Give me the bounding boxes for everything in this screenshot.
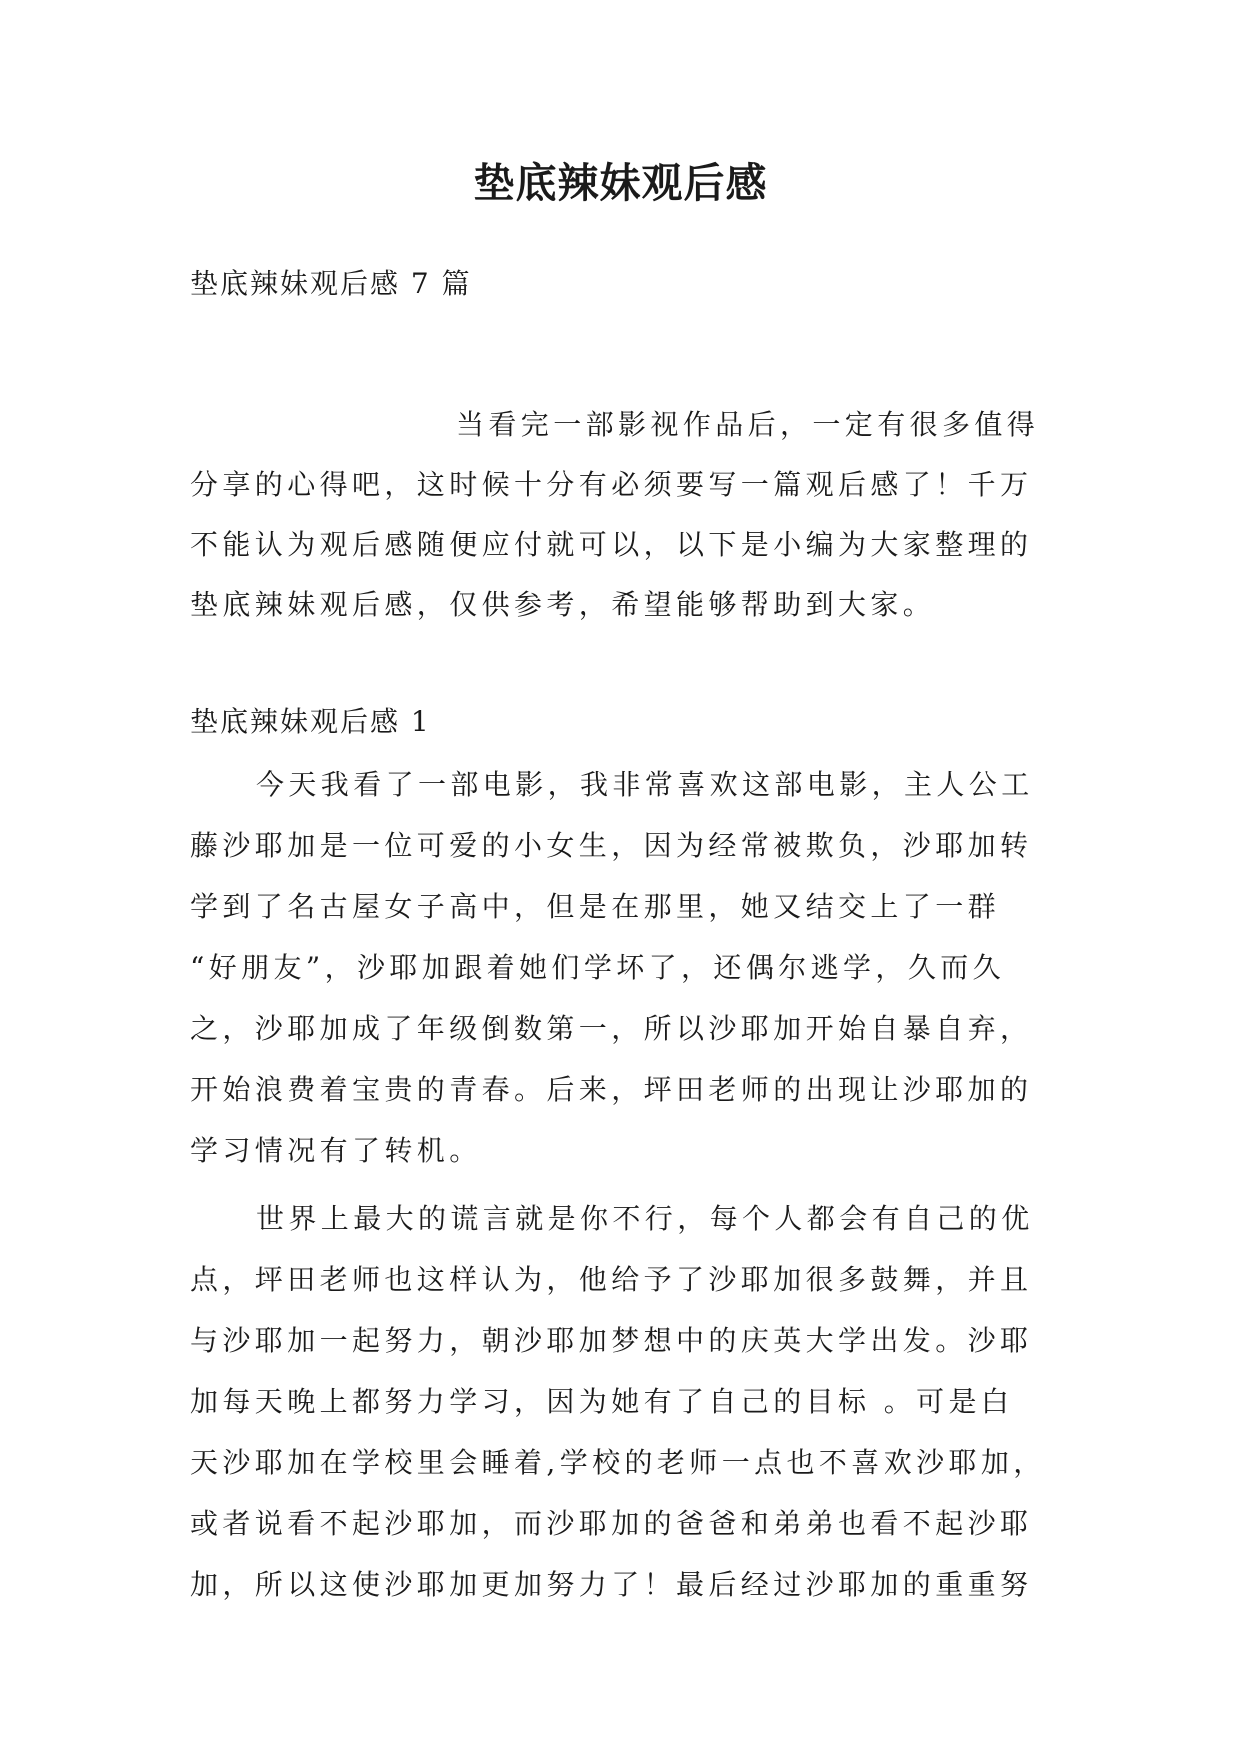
paragraph-line: 天沙耶加在学校里会睡着,学校的老师一点也不喜欢沙耶加， — [190, 1446, 1046, 1479]
paragraph-line: 之，沙耶加成了年级倒数第一，所以沙耶加开始自暴自弃， — [190, 1012, 1033, 1045]
document-title: 垫底辣妹观后感 — [473, 159, 768, 207]
paragraph-line: “好朋友”，沙耶加跟着她们学坏了，还偶尔逃学，久而久 — [190, 951, 1006, 984]
document-subtitle: 垫底辣妹观后感 7 篇 — [190, 267, 472, 300]
paragraph-line: 世界上最大的谎言就是你不行，每个人都会有自己的优 — [256, 1202, 1034, 1235]
intro-line: 分享的心得吧，这时候十分有必须要写一篇观后感了！千万 — [190, 468, 1033, 501]
paragraph-line: 学到了名古屋女子高中，但是在那里，她又结交上了一群 — [190, 890, 1001, 923]
intro-line: 不能认为观后感随便应付就可以，以下是小编为大家整理的 — [190, 528, 1033, 561]
intro-line: 垫底辣妹观后感，仅供参考，希望能够帮助到大家。 — [190, 588, 936, 621]
paragraph-line: 加每天晚上都努力学习，因为她有了自己的目标 。可是白 — [190, 1385, 1014, 1418]
paragraph-line: 今天我看了一部电影，我非常喜欢这部电影，主人公工 — [256, 768, 1034, 801]
paragraph-line: 加，所以这使沙耶加更加努力了！最后经过沙耶加的重重努 — [190, 1568, 1033, 1601]
paragraph-line: 藤沙耶加是一位可爱的小女生，因为经常被欺负，沙耶加转 — [190, 829, 1033, 862]
paragraph-line: 或者说看不起沙耶加，而沙耶加的爸爸和弟弟也看不起沙耶 — [190, 1507, 1033, 1540]
paragraph-line: 点，坪田老师也这样认为，他给予了沙耶加很多鼓舞，并且 — [190, 1263, 1033, 1296]
paragraph-line: 学习情况有了转机。 — [190, 1134, 482, 1167]
paragraph-line: 与沙耶加一起努力，朝沙耶加梦想中的庆英大学出发。沙耶 — [190, 1324, 1033, 1357]
section-heading: 垫底辣妹观后感 1 — [190, 705, 431, 738]
intro-line: 当看完一部影视作品后，一定有很多值得 — [456, 408, 1040, 441]
paragraph-line: 开始浪费着宝贵的青春。后来，坪田老师的出现让沙耶加的 — [190, 1073, 1033, 1106]
